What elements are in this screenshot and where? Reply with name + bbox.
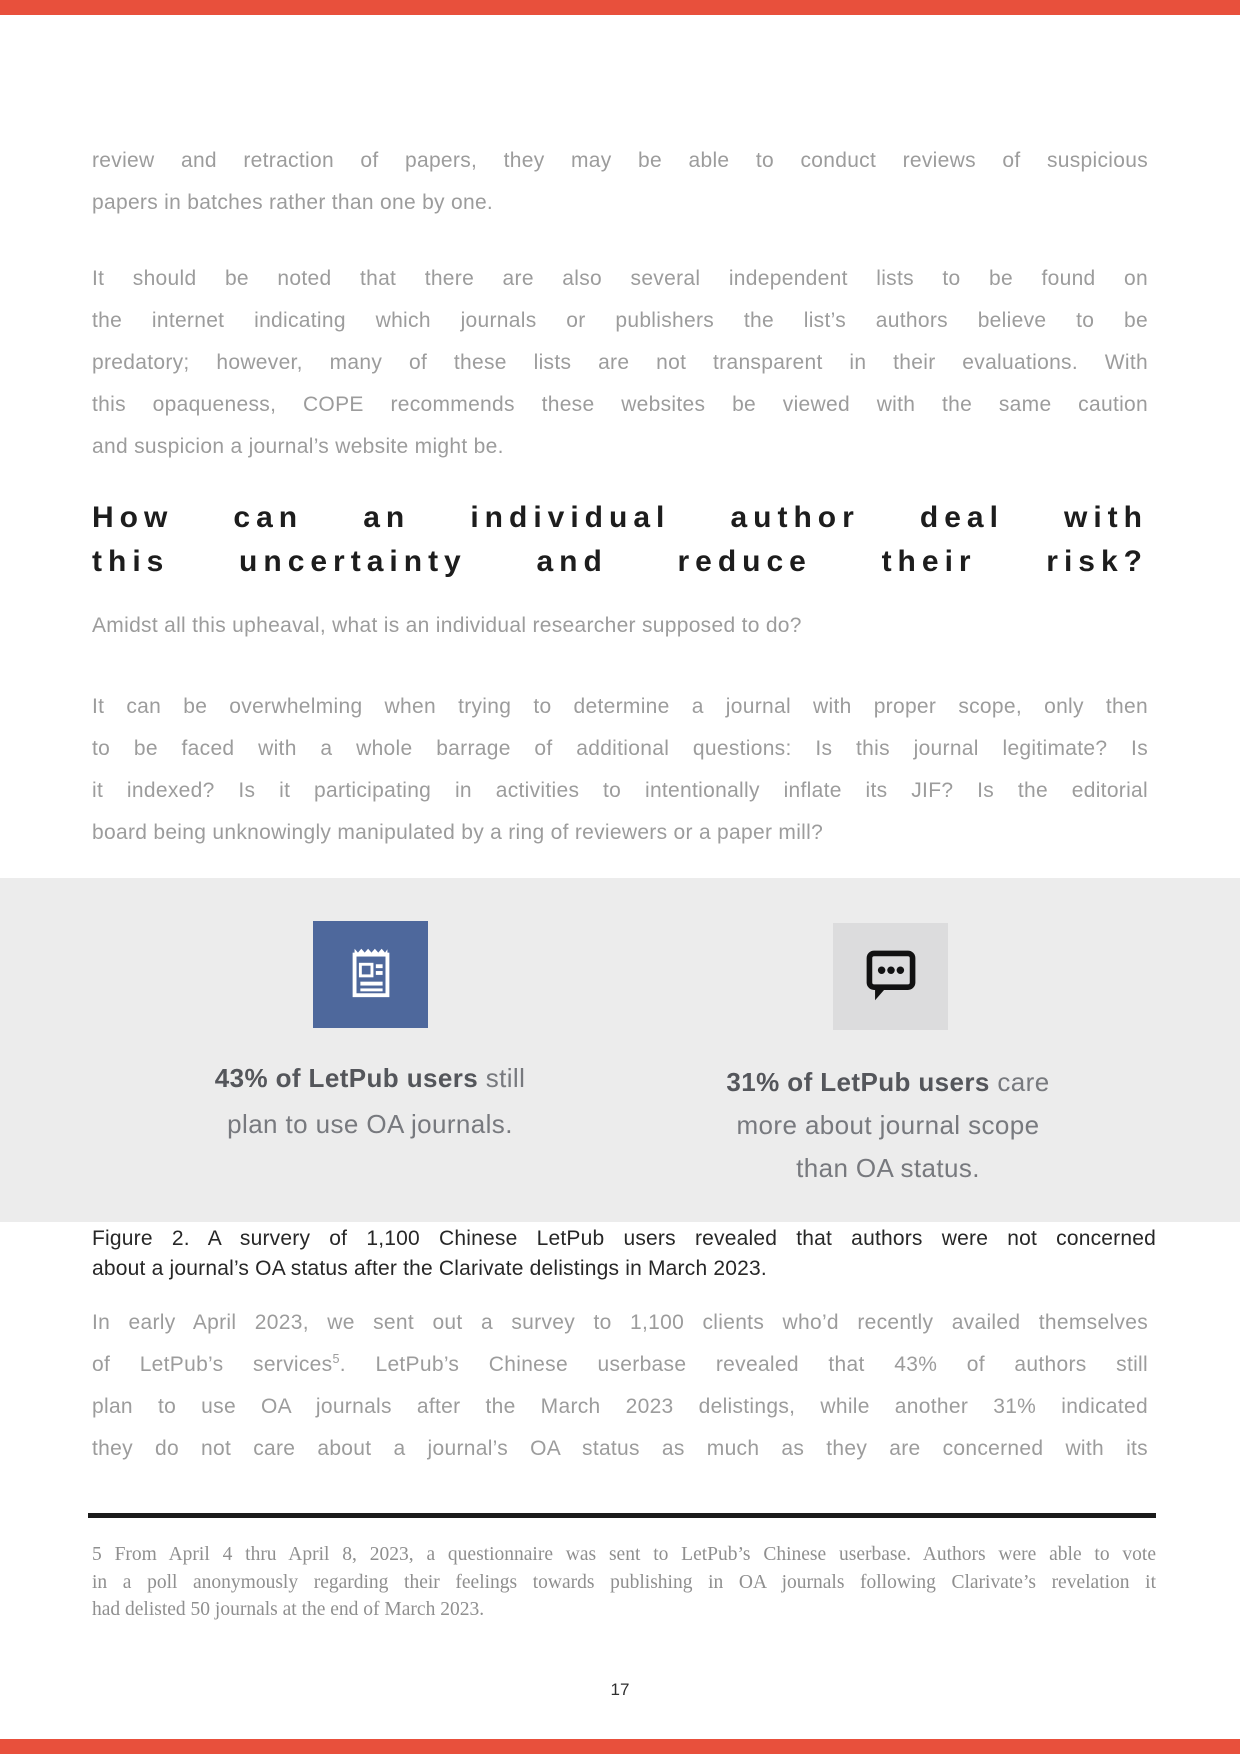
paragraph-text: of LetPub’s services [92, 1353, 333, 1376]
heading-line: this uncertainty and reduce their risk? [92, 545, 1148, 578]
heading-line: How can an individual author deal with [92, 501, 1148, 534]
paragraph-line: In early April 2023, we sent out a survey to 1,100 clients who’d recently availed themselves [92, 1311, 1148, 1334]
section-heading [92, 496, 1148, 584]
chat-icon-tile [833, 923, 948, 1030]
paragraph-line [92, 1344, 1148, 1386]
stat-line [668, 1061, 1108, 1104]
stat-line: plan to use OA journals. [227, 1109, 513, 1139]
paragraph-line: plan to use OA journals after the March 2023 delistings, while another 31% indicated [92, 1395, 1148, 1418]
newspaper-icon-tile [313, 921, 428, 1028]
figure-caption [92, 1224, 1156, 1284]
figure-stat-right [668, 1061, 1108, 1190]
paragraph-line: to be faced with a whole barrage of additional questions: Is this journal legitimate? Is [92, 737, 1148, 760]
footnote-reference: 5 [332, 1352, 340, 1366]
stat-line [150, 1055, 590, 1101]
footnote-line: in a poll anonymously regarding their feelings towards publishing in OA journals following Clarivate’s revelation it [92, 1571, 1156, 1593]
chat-bubble-icon [861, 944, 921, 1009]
stat-tail: still [478, 1063, 526, 1093]
paragraph-line: the internet indicating which journals or publishers the list’s authors believe to be [92, 309, 1148, 332]
body-paragraph-5 [92, 1302, 1148, 1470]
stat-tail: care [989, 1067, 1050, 1097]
paragraph-line: and suspicion a journal’s website might be. [92, 435, 504, 458]
footnote-line: 5 From April 4 thru April 8, 2023, a questionnaire was sent to LetPub’s Chinese userbase. Authors were able to vote [92, 1544, 1156, 1565]
paragraph-line: It should be noted that there are also several independent lists to be found on [92, 267, 1148, 290]
caption-line: Figure 2. A survery of 1,100 Chinese LetPub users revealed that authors were not concerned [92, 1227, 1156, 1250]
newspaper-icon [342, 941, 400, 1008]
footnote-line: had delisted 50 journals at the end of March 2023. [92, 1599, 485, 1620]
footnote-rule [88, 1513, 1156, 1518]
paragraph-text: . LetPub’s Chinese userbase revealed that 43% of authors still [339, 1353, 1148, 1376]
paragraph-line: this opaqueness, COPE recommends these websites be viewed with the same caution [92, 393, 1148, 416]
bottom-accent-bar [0, 1739, 1240, 1754]
top-accent-bar [0, 0, 1240, 15]
paragraph-line: it indexed? Is it participating in activities to intentionally inflate its JIF? Is the editorial [92, 779, 1148, 802]
page-number: 17 [610, 1680, 630, 1699]
paragraph-line: they do not care about a journal’s OA status as much as they are concerned with its [92, 1437, 1148, 1460]
paragraph-line: board being unknowingly manipulated by a ring of reviewers or a paper mill? [92, 821, 824, 844]
caption-line: about a journal’s OA status after the Clarivate delistings in March 2023. [92, 1257, 767, 1280]
paragraph-line: predatory; however, many of these lists are not transparent in their evaluations. With [92, 351, 1148, 374]
stat-bold: 31% of LetPub users [726, 1067, 990, 1097]
paragraph-line: papers in batches rather than one by one. [92, 191, 494, 214]
paragraph-line: review and retraction of papers, they may be able to conduct reviews of suspicious [92, 149, 1148, 172]
stat-line: than OA status. [796, 1153, 980, 1183]
body-paragraph-1 [92, 140, 1148, 224]
stat-bold: 43% of LetPub users [214, 1063, 479, 1093]
body-paragraph-3: Amidst all this upheaval, what is an individual researcher supposed to do? [92, 614, 802, 637]
stat-line: more about journal scope [736, 1110, 1040, 1140]
body-paragraph-2 [92, 258, 1148, 468]
body-paragraph-4 [92, 686, 1148, 854]
figure-stat-left [150, 1055, 590, 1147]
footnote [92, 1541, 1156, 1624]
paragraph-line: It can be overwhelming when trying to determine a journal with proper scope, only then [92, 695, 1148, 718]
